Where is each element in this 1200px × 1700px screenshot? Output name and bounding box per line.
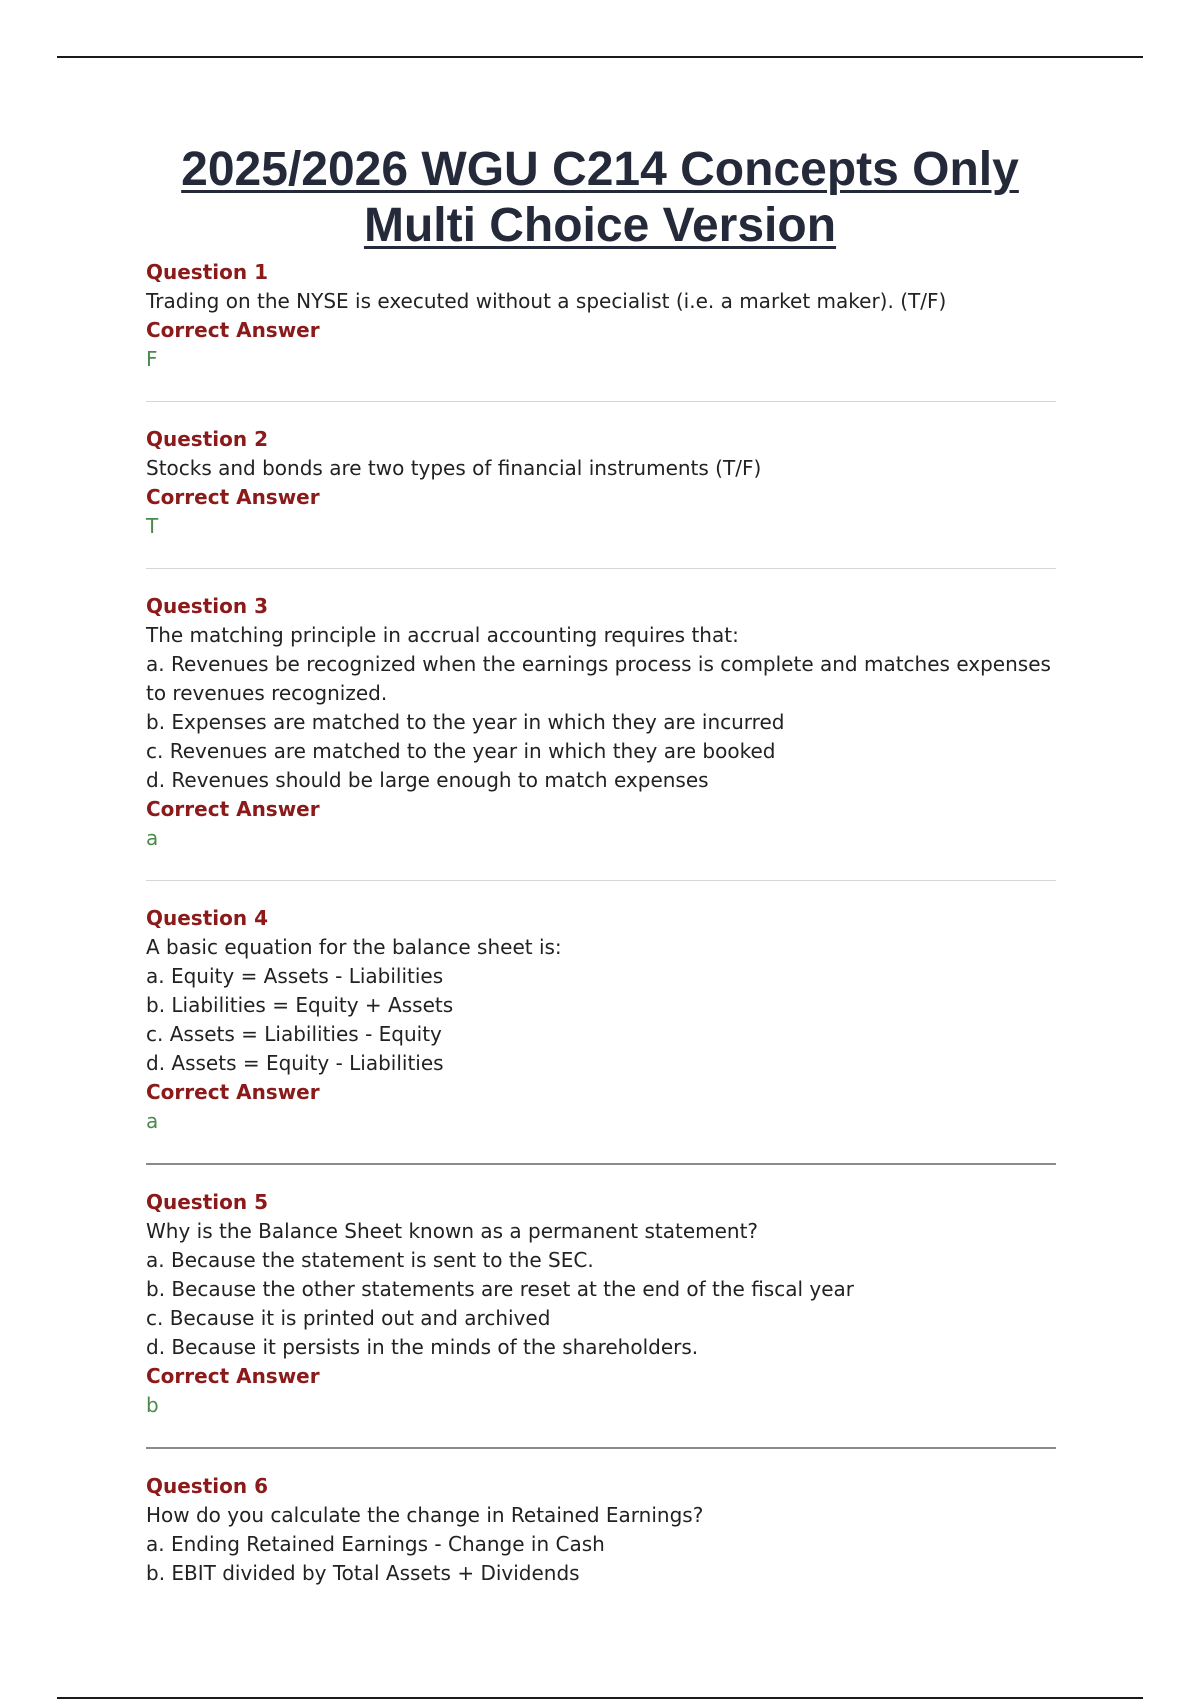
question-text: Why is the Balance Sheet known as a permanent statement?: [146, 1219, 759, 1243]
document-title: [0, 142, 1200, 254]
question-text: How do you calculate the change in Retained Earnings?: [146, 1503, 704, 1527]
correct-answer-label: Correct Answer: [146, 797, 320, 821]
correct-answer-label: Correct Answer: [146, 1080, 320, 1104]
question-divider: [146, 568, 1056, 569]
question-text: The matching principle in accrual accounting requires that:: [146, 623, 739, 647]
answer-option-b: b. Liabilities = Equity + Assets: [146, 993, 454, 1017]
correct-answer-label: Correct Answer: [146, 318, 320, 342]
answer-option-a: a. Ending Retained Earnings - Change in Cash: [146, 1532, 605, 1556]
question-5: [146, 1188, 1056, 1420]
correct-answer-label: Correct Answer: [146, 1364, 320, 1388]
question-list: [146, 258, 1056, 1588]
question-divider: [146, 880, 1056, 881]
question-label: Question 3: [146, 594, 268, 618]
question-text: Trading on the NYSE is executed without a specialist (i.e. a market maker). (T/F): [146, 289, 947, 313]
answer-option-b: b. EBIT divided by Total Assets + Dividends: [146, 1561, 580, 1585]
answer-option-a: a. Revenues be recognized when the earnings process is complete and matches expenses to revenues recognized.: [146, 652, 1051, 705]
question-4: [146, 904, 1056, 1136]
answer-option-c: c. Because it is printed out and archived: [146, 1306, 551, 1330]
question-3: [146, 592, 1056, 853]
question-6: [146, 1472, 1056, 1588]
answer-option-d: d. Assets = Equity - Liabilities: [146, 1051, 444, 1075]
answer-option-d: d. Revenues should be large enough to match expenses: [146, 768, 709, 792]
question-divider: [146, 1163, 1056, 1165]
answer-option-d: d. Because it persists in the minds of the shareholders.: [146, 1335, 699, 1359]
document-title-line-2: Multi Choice Version: [363, 199, 837, 252]
question-label: Question 2: [146, 427, 268, 451]
document-title-line-1: 2025/2026 WGU C214 Concepts Only: [181, 143, 1019, 196]
question-1: [146, 258, 1056, 374]
question-2: [146, 425, 1056, 541]
question-label: Question 1: [146, 260, 268, 284]
question-divider: [146, 1447, 1056, 1449]
answer-option-c: c. Assets = Liabilities - Equity: [146, 1022, 442, 1046]
question-label: Question 5: [146, 1190, 268, 1214]
correct-answer-value: F: [146, 347, 158, 371]
correct-answer-value: b: [146, 1393, 159, 1417]
page-bottom-rule: [57, 1697, 1143, 1699]
question-text: A basic equation for the balance sheet is:: [146, 935, 562, 959]
correct-answer-value: a: [146, 1109, 159, 1133]
question-text: Stocks and bonds are two types of financial instruments (T/F): [146, 456, 762, 480]
correct-answer-value: T: [146, 514, 159, 538]
question-label: Question 6: [146, 1474, 268, 1498]
answer-option-c: c. Revenues are matched to the year in which they are booked: [146, 739, 776, 763]
answer-option-a: a. Because the statement is sent to the SEC.: [146, 1248, 594, 1272]
question-divider: [146, 401, 1056, 402]
correct-answer-value: a: [146, 826, 159, 850]
answer-option-b: b. Because the other statements are reset at the end of the fiscal year: [146, 1277, 855, 1301]
correct-answer-label: Correct Answer: [146, 485, 320, 509]
answer-option-b: b. Expenses are matched to the year in which they are incurred: [146, 710, 785, 734]
page-top-rule: [57, 56, 1143, 58]
question-label: Question 4: [146, 906, 268, 930]
answer-option-a: a. Equity = Assets - Liabilities: [146, 964, 444, 988]
